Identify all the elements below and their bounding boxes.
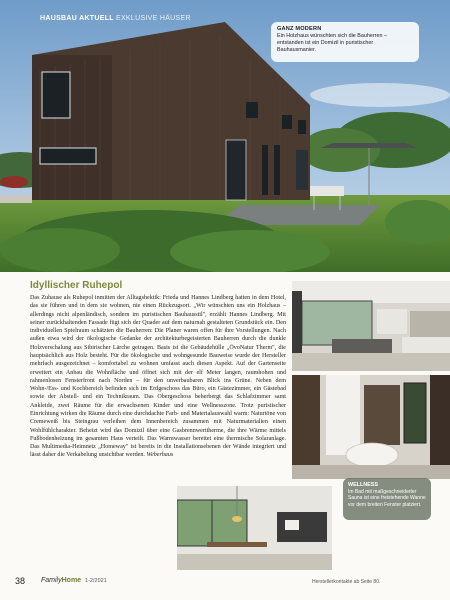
page-footer	[0, 572, 450, 592]
issue-number: 1-2/2021	[85, 578, 107, 584]
article-body-text: Das Zuhause als Ruhepol inmitten der Alltagshektik: Frieda und Hannes Lindberg hatten in dem Hotel, das sie führen und in dem sie wohnen, nie einen Rückzugsort. „Wir wünschten uns ein Holzhaus – allerdings nicht alpenländisch, sondern im puristischen Bauhausstil", erzählt Hannes Lindberg. Mit seiner zurückhaltenden Fassade fügt sich der Quader auf dem naturnah gestalteten Grundstück ein. Den individuellen Spielraum schätzten die Bauherren: Die Planer waren offen für ihre Vorstellungen. Nach außen etwa wird der ökologische Gedanke der architekturbegeisterten Bauherren durch die dunkle Holzverschalung aus Sibirischer Lärche getragen. Basis ist die Gebäudehülle „ÖvoNatur Therm", die hauptsächlich aus Holz besteht. Für die ökologische und wohngesunde Bauweise wurde der Hersteller mehrfach ausgezeichnet – komfortabel zu wohnen umfasst auch diesen Aspekt. Auf der Gartenseite erweitert ein Anbau die Wohnfläche und öffnet sich mit der elf Meter langen, raumhohen und rahmenlosen Fensterfront nach Norden – für den unverbaubaren Blick ins Grüne. Neben dem Wohn-/Ess- und Kochbereich befinden sich im Erdgeschoss das Büro, ein Gästezimmer, ein Gästebad sowie der Abstell- und ein Technikraum. Das Obergeschoss beherbergt das Schlafzimmer samt Ankleide, zwei Räume für die erwachsenen Kinder und eine Wellnesszone. Trotz puristischer Einrichtung wirken die Räume durch eine durchdachte Farb- und Materialauswahl warm: Naturtöne von Cremeweiß bis Steingrau verleihen dem Innenbereich zusammen mit Naturmaterialien einen Wohlfühlcharakter. Beheizt wird das Domizil über eine Gasbrennwerttherme, die ihre Wärme mittels Fußbodenheizung im gesamten Haus verteilt. Das Warmwasser bereitet eine thermische Solaranlage. Das Multimedia-Heimnetz „Homeway" ist bereits in die Installationsebenen der Wände integriert und lässt daher die Verkabelung unsichtbar werden.	[30, 295, 286, 459]
wellness-caption-box	[343, 478, 431, 520]
magazine-brand	[41, 577, 107, 584]
hero-caption-text: Ein Holzhaus wünschten sich die Bauherren – entstanden ist ein Domizil in puristischer Bauhausmanier.	[277, 33, 387, 54]
photo-living-room	[292, 281, 450, 371]
brand-main: Home	[61, 577, 82, 584]
hero-caption-title: GANZ MODERN	[277, 26, 322, 32]
article-headline: Idyllischer Ruhepol	[30, 280, 123, 291]
section-label-main: HAUSBAU AKTUELL	[40, 15, 114, 22]
wellness-caption-title: WELLNESS	[348, 482, 378, 488]
manufacturer-contact-note: Herstellerkontakte ab Seite 80.	[312, 579, 381, 585]
wellness-caption-text: Im Bad mit maßgeschneiderter Sauna ist eine freistehende Wanne vor dem breiten Fenster platziert.	[348, 488, 426, 508]
brand-prefix: Family	[41, 577, 62, 584]
photo-kitchen-dining	[177, 486, 332, 570]
section-label	[40, 15, 191, 22]
photo-bathroom	[292, 375, 450, 479]
hero-caption-box	[271, 22, 419, 62]
page-number: 38	[15, 576, 26, 586]
article	[30, 280, 286, 460]
article-body	[30, 294, 286, 460]
article-author: Weberhaus	[146, 452, 174, 459]
section-label-sub: EXKLUSIVE HÄUSER	[115, 15, 191, 22]
hero-photo-house	[0, 0, 450, 272]
